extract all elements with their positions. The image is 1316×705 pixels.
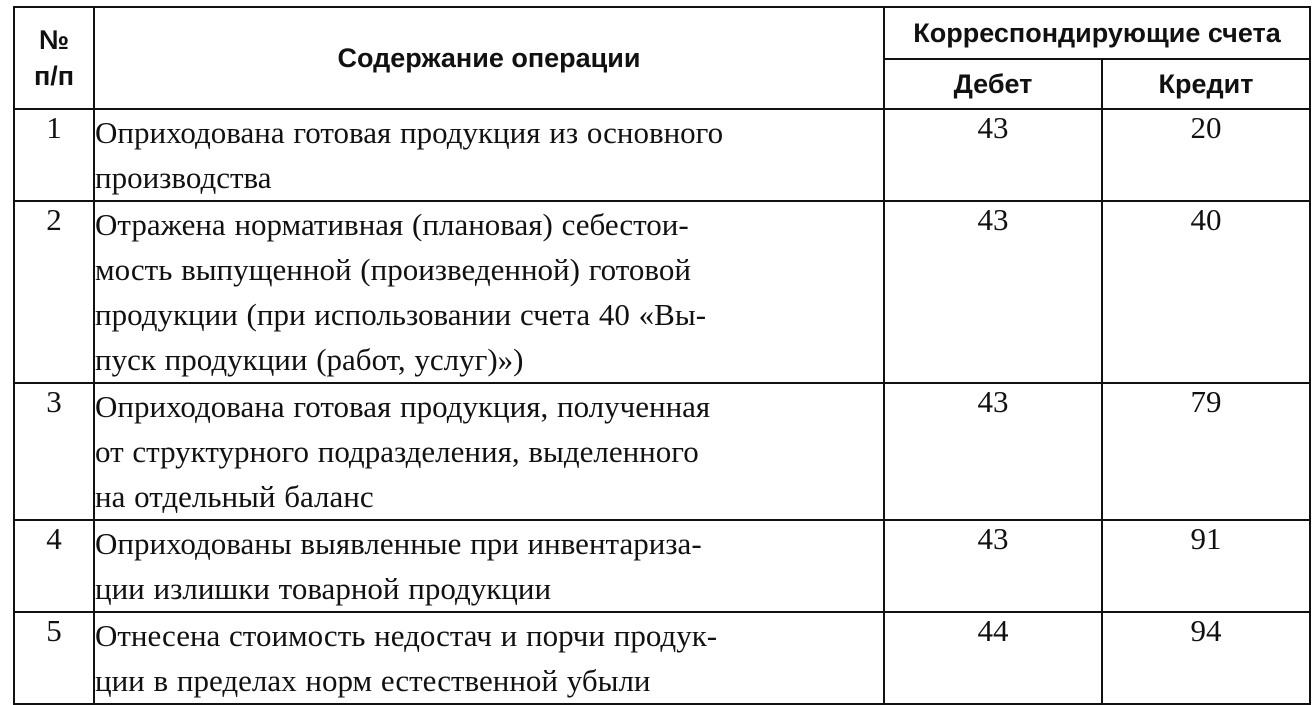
row-number: 3 <box>14 383 94 520</box>
row-credit: 20 <box>1102 109 1310 201</box>
row-description <box>94 109 884 201</box>
row-credit: 91 <box>1102 520 1310 612</box>
row-debit: 43 <box>884 201 1102 383</box>
header-corresponding-accounts: Корреспондирующие счета <box>884 7 1310 59</box>
row-description <box>94 201 884 383</box>
row-number: 4 <box>14 520 94 612</box>
description-line: от структурного подразделения, выделенного <box>95 434 699 469</box>
description-line: Оприходована готовая продукция из основного <box>95 115 724 150</box>
header-content: Содержание операции <box>94 7 884 109</box>
row-description <box>94 383 884 520</box>
row-number: 2 <box>14 201 94 383</box>
table-row <box>14 109 1310 201</box>
description-line: Отнесена стоимость недостач и порчи продук- <box>95 618 718 653</box>
row-number: 1 <box>14 109 94 201</box>
description-line: производства <box>95 160 272 195</box>
header-row-1 <box>14 7 1310 59</box>
row-credit: 94 <box>1102 612 1310 704</box>
description-line: ции излишки товарной продукции <box>95 571 552 606</box>
operations-table <box>13 6 1311 705</box>
table-row <box>14 612 1310 704</box>
row-credit: 79 <box>1102 383 1310 520</box>
row-number: 5 <box>14 612 94 704</box>
row-credit: 40 <box>1102 201 1310 383</box>
row-debit: 43 <box>884 383 1102 520</box>
description-line: мость выпущенной (произведенной) готовой <box>95 252 691 287</box>
description-line: Оприходована готовая продукция, полученная <box>95 389 711 424</box>
header-number-symbol: № <box>38 25 70 55</box>
header-debit: Дебет <box>884 59 1102 109</box>
header-credit: Кредит <box>1102 59 1310 109</box>
header-number-abbr: п/п <box>33 61 75 91</box>
table-row <box>14 201 1310 383</box>
header-number <box>14 7 94 109</box>
description-line: Отражена нормативная (плановая) себестои- <box>95 207 689 242</box>
description-line: продукции (при использовании счета 40 «Вы- <box>95 297 707 332</box>
table-row <box>14 520 1310 612</box>
row-description <box>94 520 884 612</box>
row-debit: 44 <box>884 612 1102 704</box>
table-row <box>14 383 1310 520</box>
description-line: пуск продукции (работ, услуг)») <box>95 342 524 377</box>
description-line: Оприходованы выявленные при инвентариза- <box>95 526 702 561</box>
description-line: ции в пределах норм естественной убыли <box>95 663 651 698</box>
row-debit: 43 <box>884 520 1102 612</box>
row-description <box>94 612 884 704</box>
description-line: на отдельный баланс <box>95 479 374 514</box>
row-debit: 43 <box>884 109 1102 201</box>
